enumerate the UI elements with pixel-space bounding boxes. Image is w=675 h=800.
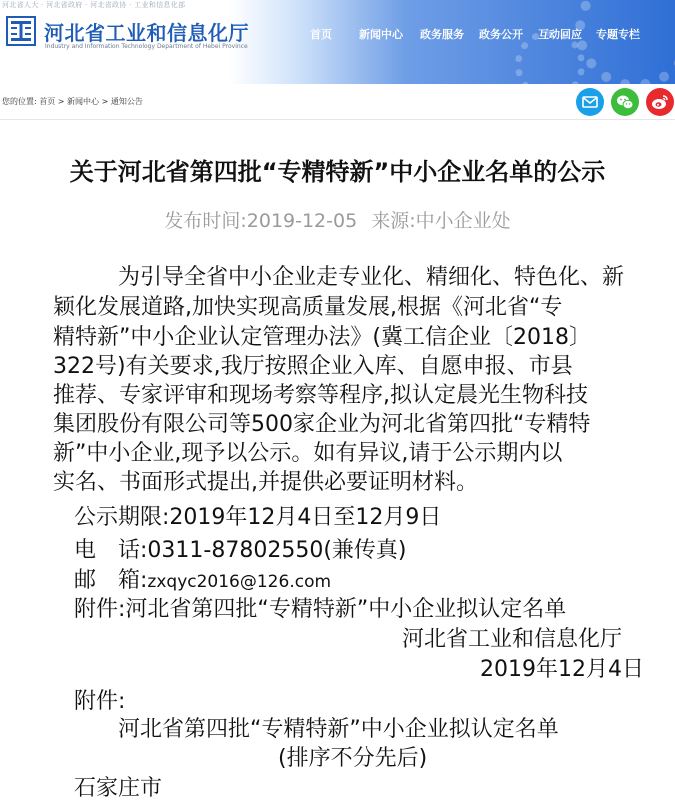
article-title: 关于河北省第四批“专精特新”中小企业名单的公示 — [69, 158, 606, 186]
breadcrumb-home[interactable]: 首页 — [39, 97, 56, 106]
phone-label: 电 话: — [74, 538, 148, 563]
paragraph-line: 322号)有关要求,我厅按照企业入库、自愿申报、市县 — [53, 354, 573, 379]
article-meta — [0, 206, 675, 233]
paragraph-line: 新”中小企业,现予以公示。如有异议,请于公示期内以 — [53, 441, 563, 466]
mail-icon — [576, 88, 604, 116]
breadcrumb-separator: > — [99, 97, 111, 106]
article-source: 来源:中小企业处 — [371, 210, 511, 232]
breadcrumb-news[interactable]: 新闻中心 — [67, 97, 100, 106]
email-label: 邮 箱: — [74, 568, 148, 593]
wechat-icon — [611, 88, 639, 116]
nav-item-interaction[interactable]: 互动回应 — [538, 28, 582, 41]
breadcrumb-bar — [0, 86, 675, 120]
publish-time: 发布时间:2019-12-05 — [164, 210, 358, 232]
share-wechat-button[interactable] — [611, 88, 639, 116]
main-nav — [300, 26, 640, 44]
nav-item-news[interactable]: 新闻中心 — [359, 28, 403, 41]
breadcrumb-notices[interactable]: 通知公告 — [110, 97, 143, 106]
site-name[interactable]: 河北省工业和信息化厅 — [44, 21, 249, 45]
signature-date: 2019年12月4日 — [480, 657, 644, 682]
paragraph-line: 颖化发展道路,加快实现高质量发展,根据《河北省“专 — [53, 295, 563, 320]
logo-icon — [6, 16, 36, 46]
top-links[interactable]: 河北省人大 · 河北省政府 · 河北省政协 · 工业和信息化部 — [2, 1, 186, 9]
signature-org: 河北省工业和信息化厅 — [402, 627, 623, 652]
paragraph-line: 推荐、专家评审和现场考察等程序,拟认定晨光生物科技 — [53, 383, 588, 408]
weibo-icon — [646, 88, 674, 116]
list-subtitle: (排序不分先后) — [278, 746, 428, 771]
paragraph-line: 实名、书面形式提出,并提供必要证明材料。 — [53, 470, 478, 495]
nav-item-home[interactable]: 首页 — [310, 28, 332, 41]
nav-item-topics[interactable]: 专题专栏 — [596, 28, 640, 41]
share-mail-button[interactable] — [576, 88, 604, 116]
list-title: 河北省第四批“专精特新”中小企业拟认定名单 — [118, 717, 559, 742]
nav-item-public[interactable]: 政务公开 — [479, 28, 523, 41]
attachment-label: 附件: — [74, 597, 126, 622]
phone-value: 0311-87802550(兼传真) — [147, 538, 407, 563]
nav-item-services[interactable]: 政务服务 — [420, 28, 464, 41]
breadcrumb-prefix: 您的位置: — [2, 97, 37, 106]
city-heading: 石家庄市 — [74, 776, 163, 800]
share-weibo-button[interactable] — [646, 88, 674, 116]
attachment-line — [74, 592, 566, 623]
paragraph-line: 集团股份有限公司等500家企业为河北省第四批“专精特 — [53, 412, 591, 437]
breadcrumb-separator: > — [55, 97, 68, 106]
attachment-link[interactable]: 河北省第四批“专精特新”中小企业拟认定名单 — [125, 597, 567, 622]
breadcrumb — [2, 96, 143, 107]
period-label: 公示期限: — [74, 505, 170, 530]
notice-period — [74, 500, 441, 531]
email-link[interactable]: zxqyc2016@126.com — [147, 572, 332, 592]
period-value: 2019年12月4日至12月9日 — [169, 505, 442, 530]
attachment-heading: 附件: — [74, 689, 126, 714]
contact-email — [74, 563, 331, 594]
site-english-name: Industry and Information Technology Department of Hebei Province — [45, 43, 248, 50]
paragraph-line: 精特新”中小企业认定管理办法》(冀工信企业〔2018〕 — [53, 325, 591, 350]
contact-phone — [74, 533, 407, 564]
paragraph-line: 为引导全省中小企业走专业化、精细化、特色化、新 — [74, 265, 625, 290]
site-header — [0, 0, 675, 84]
